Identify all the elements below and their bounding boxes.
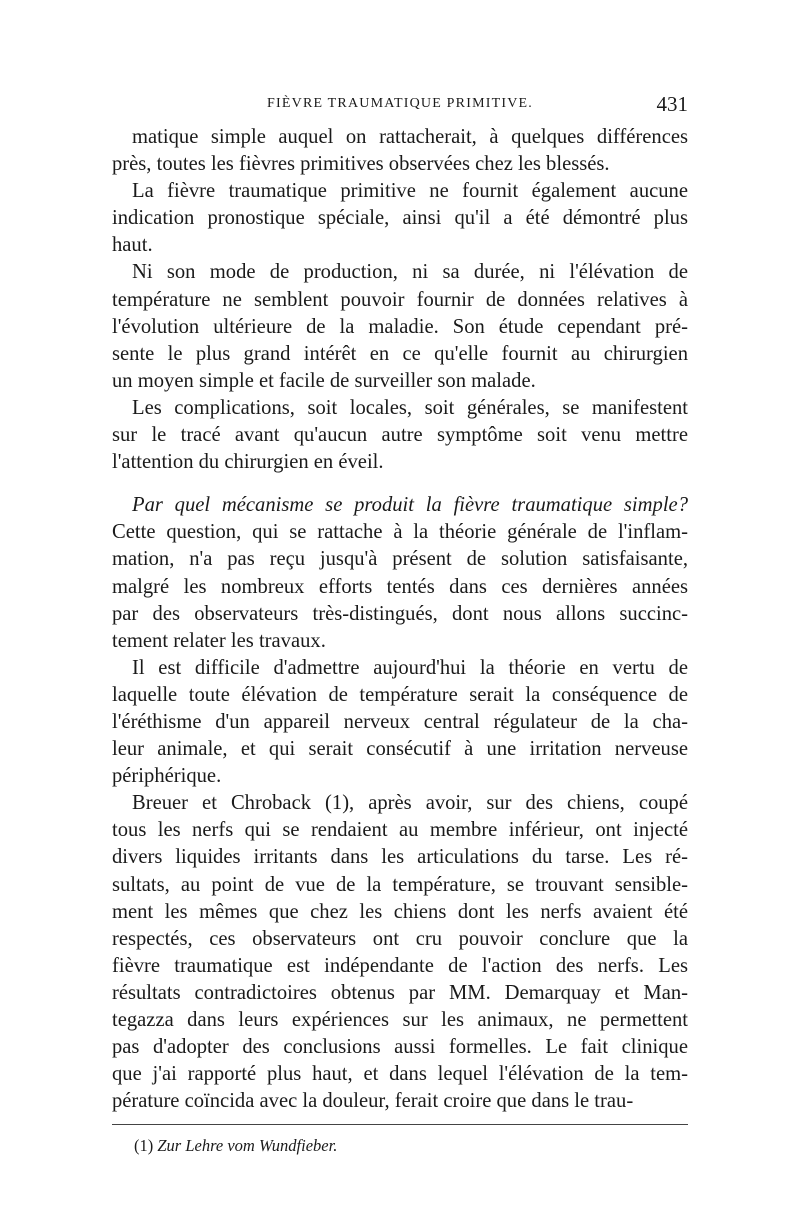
text-line: tous les nerfs qui se rendaient au membre inférieur, ont injecté	[112, 819, 688, 842]
paragraph	[112, 395, 688, 476]
text-line: résultats contradictoires obtenus par MM. Demarquay et Man-	[112, 981, 688, 1004]
text-line: tegazza dans leurs expériences sur les animaux, ne permettent	[112, 1009, 688, 1031]
running-title: FIÈVRE TRAUMATIQUE PRIMITIVE.	[267, 96, 533, 111]
footnote-divider	[112, 1124, 688, 1125]
text-line: l'éréthisme d'un appareil nerveux central régulateur de la cha-	[112, 710, 688, 733]
body-text	[112, 124, 688, 1115]
paragraph	[112, 790, 688, 1115]
text-line: Les complications, soit locales, soit générales, se manifestent	[132, 396, 688, 419]
text-line: tement relater les travaux.	[112, 629, 326, 652]
text-line: température ne semblent pouvoir fournir de données relatives à	[112, 288, 688, 311]
text-line: indication pronostique spéciale, ainsi qu'il a été démontré plus	[112, 207, 688, 230]
footnote-text: Zur Lehre vom Wundfieber.	[157, 1136, 338, 1155]
text-line: un moyen simple et facile de surveiller son malade.	[112, 369, 536, 392]
text-line: que j'ai rapporté plus haut, et dans lequel l'élévation de la tem-	[112, 1063, 688, 1086]
page-number: 431	[656, 92, 688, 116]
footnote-marker: (1)	[134, 1136, 154, 1155]
text-line: Ni son mode de production, ni sa durée, ni l'élévation de	[132, 261, 688, 284]
text-line: sur le tracé avant qu'aucun autre symptôme soit venu mettre	[112, 424, 688, 447]
text-line: sente le plus grand intérêt en ce qu'elle fournit au chirurgien	[112, 342, 688, 365]
text-line: ment les mêmes que chez les chiens dont les nerfs avaient été	[112, 900, 688, 923]
paragraph	[112, 124, 688, 178]
text-line: Cette question, qui se rattache à la théorie générale de l'inflam-	[112, 521, 688, 544]
paragraph	[112, 259, 688, 394]
italic-lead-line: Par quel mécanisme se produit la fièvre traumatique simple?	[132, 494, 688, 517]
text-line: pérature coïncida avec la douleur, ferait croire que dans le trau-	[112, 1090, 634, 1113]
text-line: près, toutes les fièvres primitives observées chez les blessés.	[112, 153, 610, 176]
text-line: matique simple auquel on rattacherait, à quelques différences	[132, 126, 688, 148]
text-line: malgré les nombreux efforts tentés dans ces dernières années	[112, 575, 688, 598]
text-line: fièvre traumatique est indépendante de l'action des nerfs. Les	[112, 954, 688, 977]
text-line: Il est difficile d'admettre aujourd'hui la théorie en vertu de	[132, 656, 688, 679]
text-line: l'évolution ultérieure de la maladie. Son étude cependant pré-	[112, 315, 688, 338]
paragraph	[112, 492, 688, 655]
running-head	[112, 92, 688, 118]
text-line: divers liquides irritants dans les articulations du tarse. Les ré-	[112, 846, 688, 869]
text-line: pas d'adopter des conclusions aussi formelles. Le fait clinique	[112, 1036, 688, 1059]
text-line: l'attention du chirurgien en éveil.	[112, 451, 384, 474]
text-line: périphérique.	[112, 765, 222, 788]
text-line: leur animale, et qui serait consécutif à une irritation nerveuse	[112, 738, 688, 761]
text-line: sultats, au point de vue de la température, se trouvant sensible-	[112, 873, 688, 896]
text-line: respectés, ces observateurs ont cru pouvoir conclure que la	[112, 927, 688, 950]
paragraph	[112, 178, 688, 259]
footnote	[134, 1136, 337, 1156]
text-line: La fièvre traumatique primitive ne fournit également aucune	[132, 180, 688, 203]
text-line: Breuer et Chroback (1), après avoir, sur des chiens, coupé	[132, 792, 688, 815]
text-line: laquelle toute élévation de température serait la conséquence de	[112, 683, 688, 706]
paragraph	[112, 655, 688, 790]
text-line: mation, n'a pas reçu jusqu'à présent de solution satisfaisante,	[112, 548, 688, 571]
text-line: haut.	[112, 234, 153, 257]
text-line: par des observateurs très-distingués, dont nous allons succinc-	[112, 602, 688, 625]
